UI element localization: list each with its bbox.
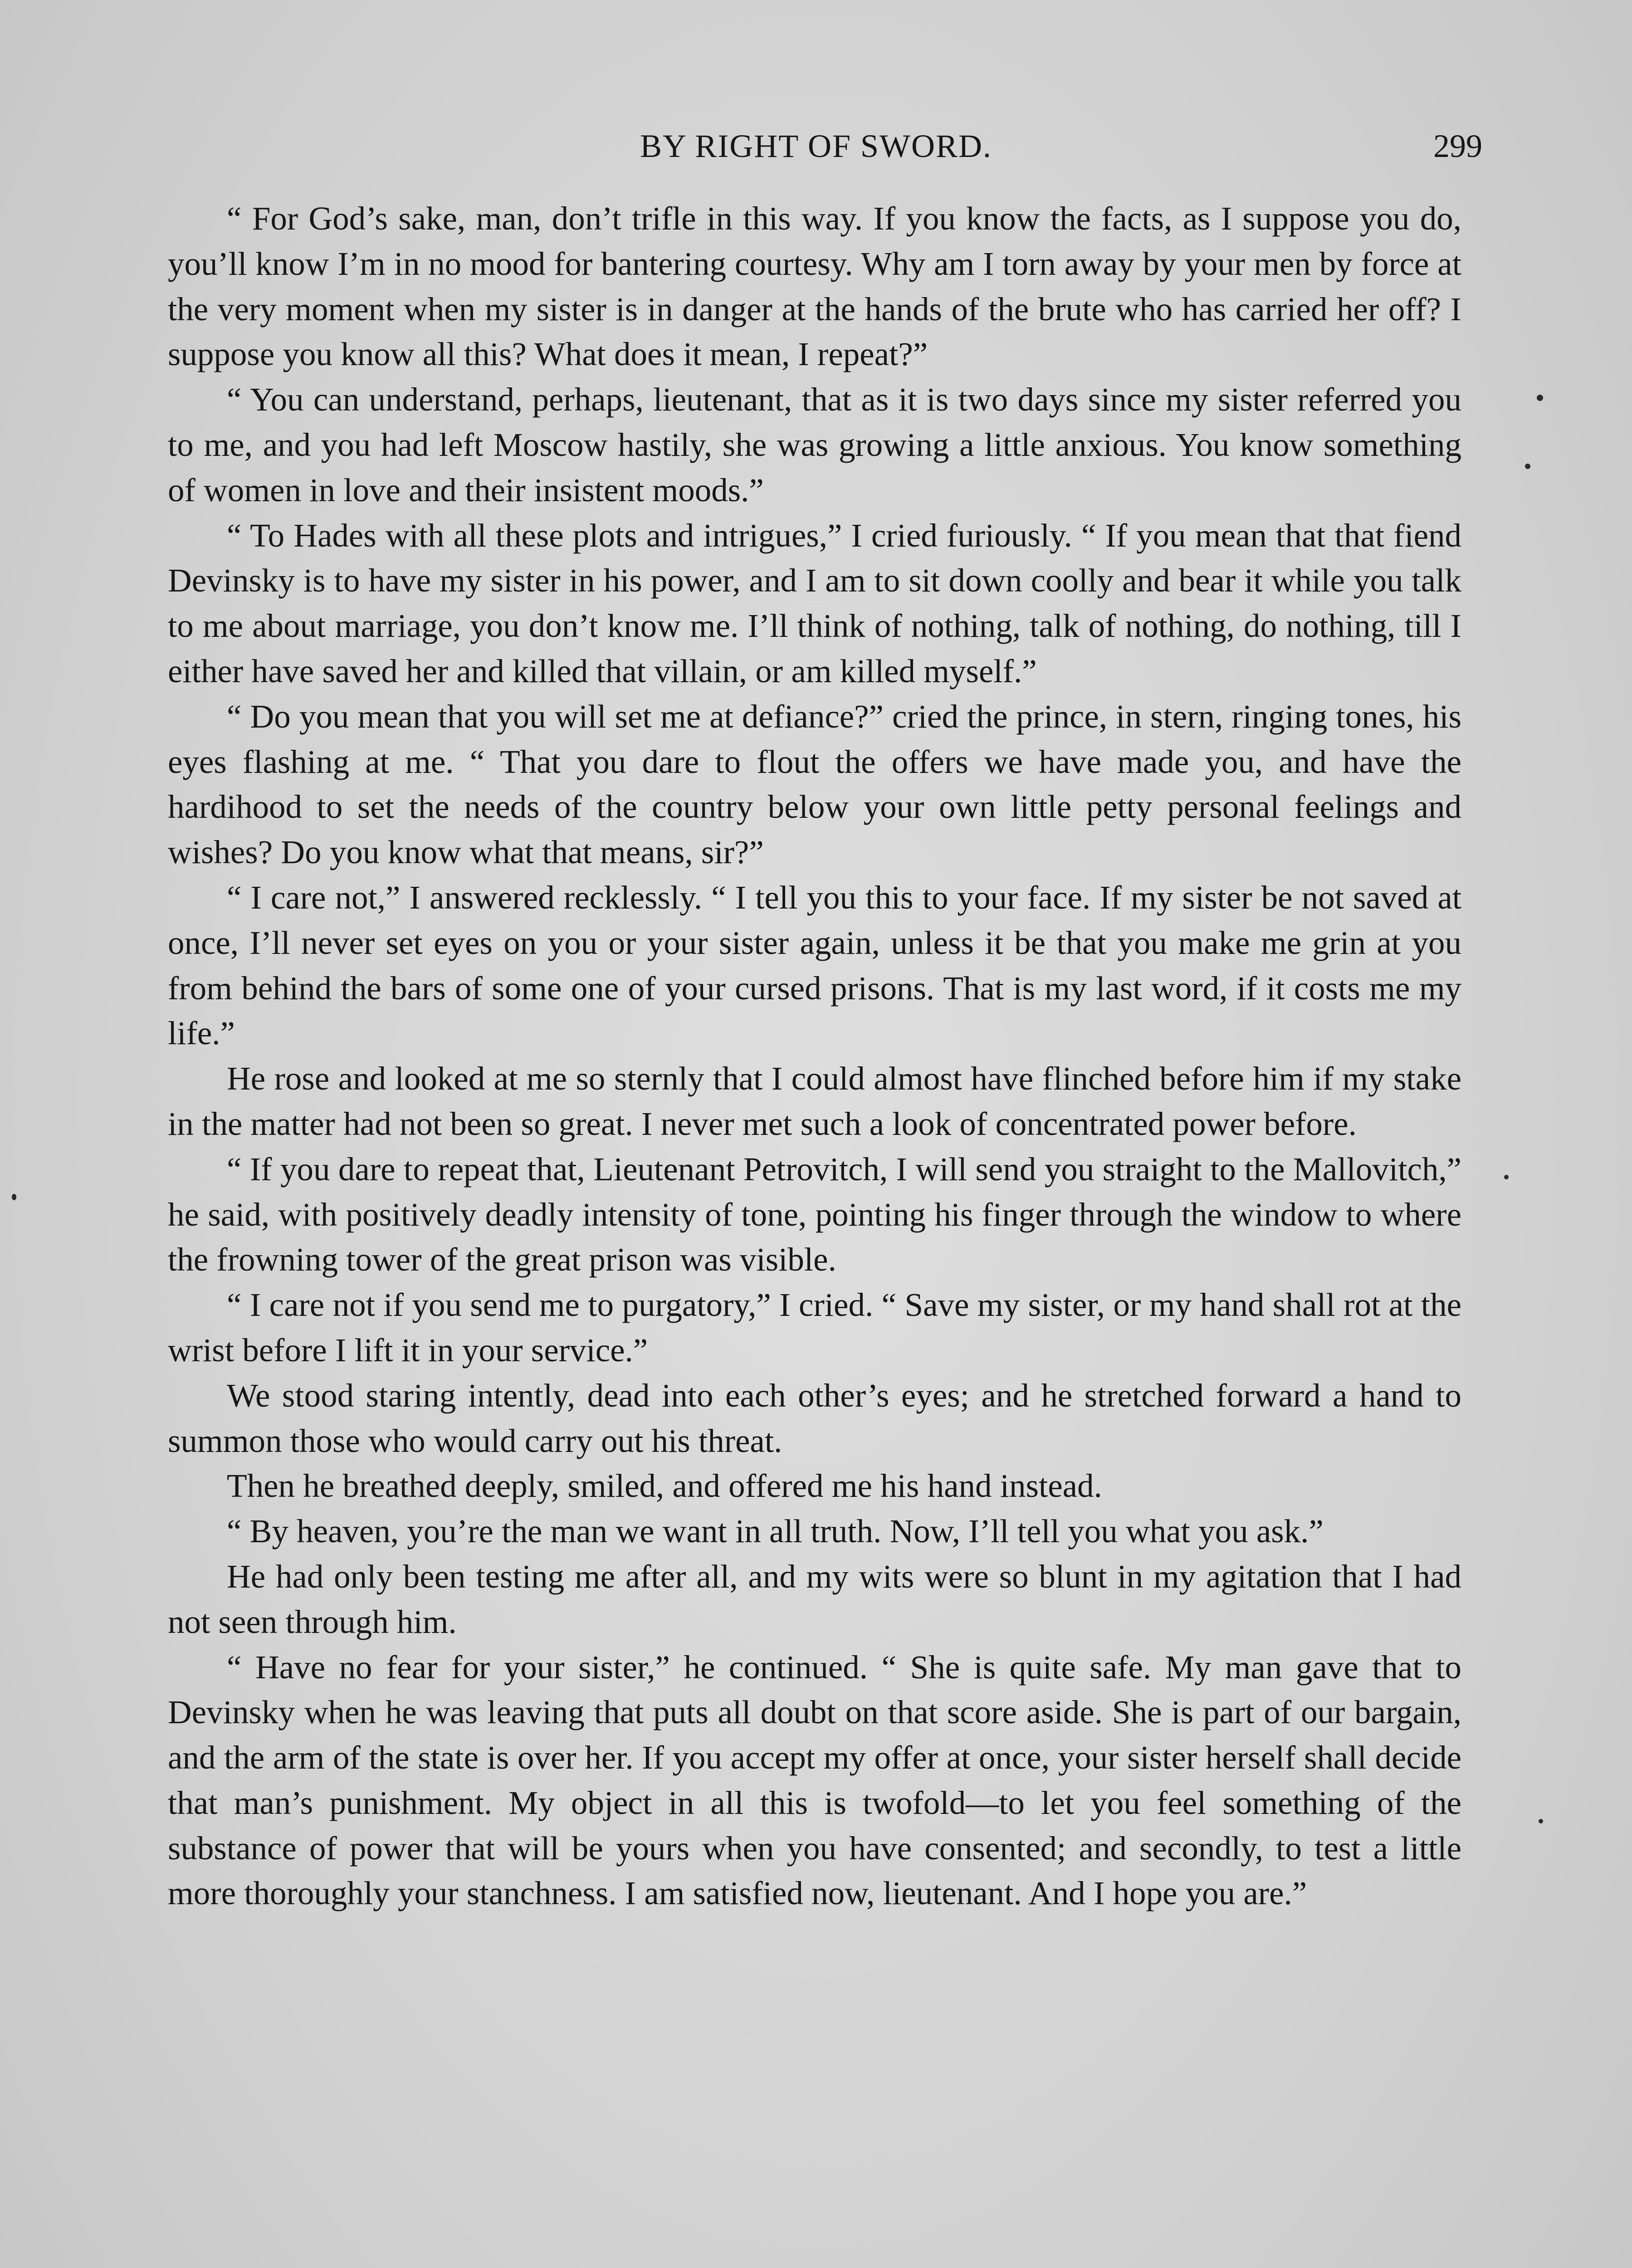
paragraph: “ If you dare to repeat that, Lieutenant Petrovitch, I will send you straight to the Mallovitch,” he said, with positively deadly intensity of tone, pointing his finger through the window to where the frowning tower of the great prison was visible. <box>168 1150 1461 1278</box>
paragraph: Then he breathed deeply, smiled, and offered me his hand instead. <box>227 1467 1102 1505</box>
paragraph: “ To Hades with all these plots and intrigues,” I cried furiously. “ If you mean that that fiend Devinsky is to have my sister in his power, and I am to sit down coolly and bear it while you talk to me about marriage, you don’t know me. I’ll think of nothing, talk of nothing, do nothing, till I either have saved her and killed that villain, or am killed myself.” <box>168 517 1461 689</box>
paragraph: “ I care not,” I answered recklessly. “ I tell you this to your face. If my sister be not saved at once, I’ll never set eyes on you or your sister again, unless it be that you make me grin at you from behind the bars of some one of your cursed prisons. That is my last word, if it costs me my life.” <box>168 879 1461 1052</box>
paragraph: “ Have no fear for your sister,” he continued. “ She is quite safe. My man gave that to Devinsky when he was leaving that puts all doubt on that score aside. She is part of our bargain, and the arm of the state is over her. If you accept my offer at once, your sister herself shall decide that man’s punishment. My object in all this is twofold—to let you feel something of the substance of power that will be yours when you have consented; and secondly, to test a little more thoroughly your stanchness. I am satisfied now, lieutenant. And I hope you are.” <box>168 1648 1461 1912</box>
ink-speck <box>1537 395 1543 401</box>
running-title: BY RIGHT OF SWORD. <box>640 128 992 164</box>
paragraph: “ I care not if you send me to purgatory,” I cried. “ Save my sister, or my hand shall rot at the wrist before I lift it in your service.” <box>168 1286 1461 1369</box>
paragraph: He rose and looked at me so sternly that I could almost have flinched before him if my stake in the matter had not been so great. I never met such a look of concentrated power before. <box>168 1060 1461 1142</box>
ink-speck <box>1525 464 1530 469</box>
paragraph: “ Do you mean that you will set me at defiance?” cried the prince, in stern, ringing tones, his eyes flashing at me. “ That you dare to flout the offers we have made you, and have the hardihood to set the needs of the country below your own little petty personal feelings and wishes? Do you know what that means, sir?” <box>168 698 1461 871</box>
body-text <box>168 196 1461 1916</box>
page-number: 299 <box>1433 128 1482 164</box>
running-head <box>0 128 1632 164</box>
paragraph: “ For God’s sake, man, don’t trifle in this way. If you know the facts, as I suppose you do, you’ll know I’m in no mood for bantering courtesy. Why am I torn away by your men by force at the very moment when my sister is in danger at the hands of the brute who has carried her off? I suppose you know all this? What does it mean, I repeat?” <box>168 200 1461 373</box>
paragraph: He had only been testing me after all, and my wits were so blunt in my agitation that I had not seen through him. <box>168 1558 1461 1640</box>
paragraph: “ By heaven, you’re the man we want in all truth. Now, I’ll tell you what you ask.” <box>227 1513 1324 1550</box>
paragraph: “ You can understand, perhaps, lieutenant, that as it is two days since my sister referred you to me, and you had left Moscow hastily, she was growing a little anxious. You know something of women in love and their insistent moods.” <box>168 381 1461 508</box>
paragraph: We stood staring intently, dead into each other’s eyes; and he stretched forward a hand to summon those who would carry out his threat. <box>168 1377 1461 1459</box>
ink-speck <box>1539 1819 1543 1823</box>
ink-speck <box>1504 1175 1509 1179</box>
ink-speck <box>12 1194 16 1200</box>
